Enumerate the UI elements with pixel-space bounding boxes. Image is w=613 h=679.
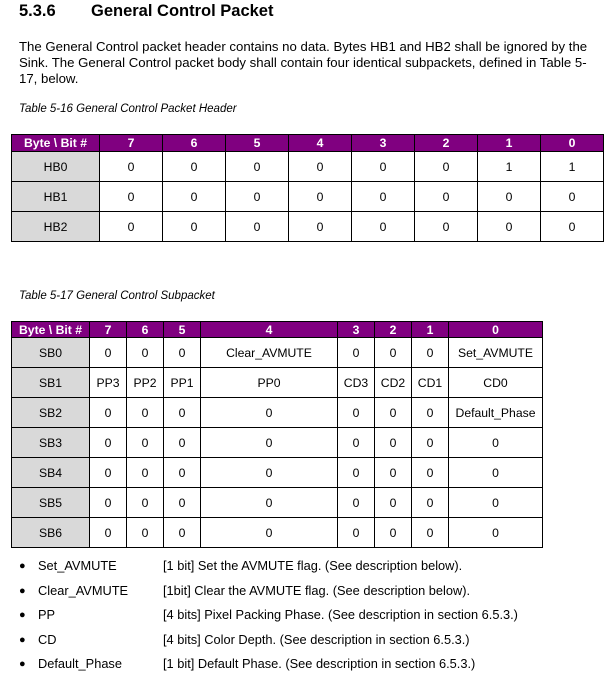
table-row <box>12 212 604 242</box>
table-cell: 0 <box>375 428 412 458</box>
table-cell: 0 <box>338 518 375 548</box>
table-cell: 0 <box>415 212 478 242</box>
table-cell: 0 <box>478 212 541 242</box>
table-row <box>12 152 604 182</box>
table-cell: 0 <box>449 518 543 548</box>
column-header: 4 <box>289 135 352 152</box>
bullet-icon: ● <box>19 560 26 572</box>
table-cell: PP3 <box>90 368 127 398</box>
definition-desc: [1bit] Clear the AVMUTE flag. (See description below). <box>163 582 471 598</box>
table-cell: 0 <box>100 182 163 212</box>
header-row <box>12 135 604 152</box>
table2-caption: Table 5-17 General Control Subpacket <box>19 290 215 302</box>
table-cell: 0 <box>352 152 415 182</box>
table-cell: 0 <box>541 182 604 212</box>
bullet-icon: ● <box>19 584 26 597</box>
table-row <box>12 488 543 518</box>
table-cell: 0 <box>289 212 352 242</box>
table1-caption: Table 5-16 General Control Packet Header <box>19 103 237 115</box>
row-label: SB4 <box>12 458 90 488</box>
table-cell: 0 <box>163 182 226 212</box>
table-cell: 0 <box>449 458 543 488</box>
row-label: HB2 <box>12 212 100 242</box>
table-cell: 0 <box>127 338 164 368</box>
table-cell: 0 <box>289 152 352 182</box>
table-cell: 0 <box>90 338 127 368</box>
table-cell: 0 <box>127 488 164 518</box>
table-cell: 0 <box>201 458 338 488</box>
table-cell: 1 <box>541 152 604 182</box>
row-label: SB6 <box>12 518 90 548</box>
table-cell: 0 <box>541 212 604 242</box>
bullet-icon: ● <box>19 658 26 670</box>
table-cell: CD3 <box>338 368 375 398</box>
table-cell: 0 <box>375 398 412 428</box>
table-cell: 0 <box>201 428 338 458</box>
row-label: SB5 <box>12 488 90 518</box>
table-cell: CD1 <box>412 368 449 398</box>
table-cell: 0 <box>226 152 289 182</box>
column-header: 7 <box>100 135 163 152</box>
table-cell: 0 <box>338 398 375 428</box>
table-cell: 0 <box>338 428 375 458</box>
column-header: 3 <box>338 322 375 338</box>
table-cell: 0 <box>127 398 164 428</box>
table-cell: 0 <box>90 488 127 518</box>
table-cell: 0 <box>163 212 226 242</box>
table-cell: 0 <box>164 518 201 548</box>
table-cell: Default_Phase <box>449 398 543 428</box>
column-header: 5 <box>226 135 289 152</box>
table-cell: 0 <box>164 458 201 488</box>
definition-term: Clear_AVMUTE <box>38 582 129 598</box>
table-cell: 0 <box>201 518 338 548</box>
definition-desc: [4 bits] Color Depth. (See description in section 6.5.3.) <box>163 631 470 647</box>
table-cell: PP0 <box>201 368 338 398</box>
column-header: 6 <box>163 135 226 152</box>
table-cell: PP2 <box>127 368 164 398</box>
table-cell: 0 <box>449 428 543 458</box>
table-cell: PP1 <box>164 368 201 398</box>
table-row <box>12 428 543 458</box>
column-header: 1 <box>412 322 449 338</box>
column-header: 6 <box>127 322 164 338</box>
table-cell: 0 <box>289 182 352 212</box>
table-cell: 0 <box>338 488 375 518</box>
table-cell: 1 <box>478 152 541 182</box>
table-cell: 0 <box>338 458 375 488</box>
table-cell: 0 <box>412 458 449 488</box>
column-header: 4 <box>201 322 338 338</box>
table-cell: 0 <box>90 458 127 488</box>
column-header: Byte \ Bit # <box>12 322 90 338</box>
table-cell: CD2 <box>375 368 412 398</box>
table-cell: 0 <box>127 428 164 458</box>
table-cell: 0 <box>90 428 127 458</box>
table-cell: 0 <box>375 458 412 488</box>
table-cell: 0 <box>375 338 412 368</box>
bullet-icon: ● <box>19 609 26 621</box>
table-cell: 0 <box>164 488 201 518</box>
table-cell: 0 <box>375 518 412 548</box>
definition-desc: [1 bit] Set the AVMUTE flag. (See description below). <box>163 558 463 573</box>
table-cell: 0 <box>412 488 449 518</box>
table-cell: 0 <box>226 182 289 212</box>
table-cell: 0 <box>352 212 415 242</box>
row-label: HB0 <box>12 152 100 182</box>
column-header: 5 <box>164 322 201 338</box>
column-header: 2 <box>375 322 412 338</box>
column-header: 2 <box>415 135 478 152</box>
row-label: SB1 <box>12 368 90 398</box>
definition-term: Set_AVMUTE <box>38 558 117 573</box>
table-cell: 0 <box>415 152 478 182</box>
column-header: 1 <box>478 135 541 152</box>
table-cell: 0 <box>375 488 412 518</box>
table-cell: CD0 <box>449 368 543 398</box>
bullet-icon: ● <box>19 633 26 646</box>
column-header: 3 <box>352 135 415 152</box>
table-cell: 0 <box>338 338 375 368</box>
table-row <box>12 458 543 488</box>
table-cell: 0 <box>164 428 201 458</box>
table-cell: 0 <box>415 182 478 212</box>
table-cell: 0 <box>449 488 543 518</box>
table-row <box>12 518 543 548</box>
row-label: HB1 <box>12 182 100 212</box>
table-cell: 0 <box>164 398 201 428</box>
table-cell: 0 <box>352 182 415 212</box>
intro-paragraph: The General Control packet header contains no data. Bytes HB1 and HB2 shall be ignored by the Sink. The General Control packet body shall contain four identical subpackets, defined in Table 5-17, below. <box>19 39 588 86</box>
table-row <box>12 398 543 428</box>
table-cell: 0 <box>478 182 541 212</box>
definition-term: Default_Phase <box>38 656 122 671</box>
table-cell: 0 <box>412 398 449 428</box>
table-cell: Set_AVMUTE <box>449 338 543 368</box>
row-label: SB0 <box>12 338 90 368</box>
table-cell: 0 <box>226 212 289 242</box>
table-cell: 0 <box>201 488 338 518</box>
table-row <box>12 338 543 368</box>
definition-term: CD <box>38 631 57 647</box>
column-header: 0 <box>449 322 543 338</box>
header-table <box>11 134 604 242</box>
table-row <box>12 368 543 398</box>
definition-term: PP <box>38 607 56 622</box>
row-label: SB3 <box>12 428 90 458</box>
table-cell: 0 <box>412 518 449 548</box>
row-label: SB2 <box>12 398 90 428</box>
column-header: 7 <box>90 322 127 338</box>
section-number: 5.3.6 <box>19 2 56 20</box>
definition-desc: [4 bits] Pixel Packing Phase. (See description in section 6.5.3.) <box>163 607 518 622</box>
column-header: Byte \ Bit # <box>12 135 100 152</box>
table-cell: 0 <box>127 518 164 548</box>
table-cell: Clear_AVMUTE <box>201 338 338 368</box>
table-cell: 0 <box>100 212 163 242</box>
table-cell: 0 <box>90 398 127 428</box>
table-cell: 0 <box>201 398 338 428</box>
table-cell: 0 <box>412 428 449 458</box>
subpacket-table <box>11 321 543 548</box>
table-cell: 0 <box>127 458 164 488</box>
column-header: 0 <box>541 135 604 152</box>
section-title: General Control Packet <box>91 2 274 20</box>
table-row <box>12 182 604 212</box>
definition-desc: [1 bit] Default Phase. (See description in section 6.5.3.) <box>163 656 476 671</box>
table-cell: 0 <box>164 338 201 368</box>
section-heading <box>19 2 273 21</box>
table-cell: 0 <box>412 338 449 368</box>
table-cell: 0 <box>163 152 226 182</box>
table-cell: 0 <box>90 518 127 548</box>
header-row <box>12 322 543 338</box>
table-cell: 0 <box>100 152 163 182</box>
